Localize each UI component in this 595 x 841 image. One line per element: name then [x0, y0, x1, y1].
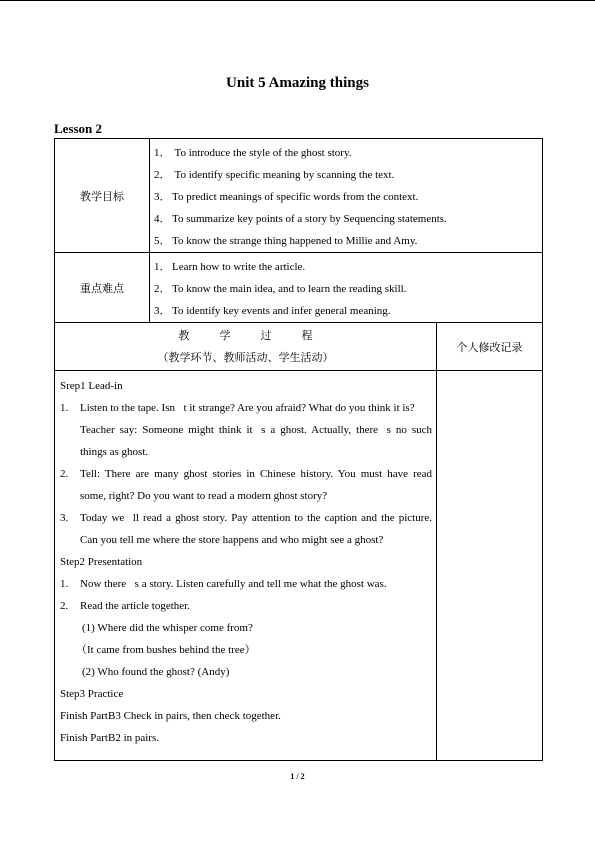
- process-header-row: [55, 323, 543, 371]
- practice-item: Finish PartB3 Check in pairs, then check together.: [60, 710, 281, 722]
- list-item: 2. Tell: There are many ghost stories in Chinese history. You must have read some, right? Do you want to read a modern ghost story?: [60, 468, 432, 502]
- key-point-item: 2． To know the main idea, and to learn the reading skill.: [154, 283, 407, 295]
- objective-item: 4． To summarize key points of a story by Sequencing statements.: [154, 213, 447, 225]
- list-item: 1. Listen to the tape. Isn t it strange? Are you afraid? What do you think it is?: [60, 402, 415, 414]
- objectives-list: [150, 139, 543, 253]
- answer: （It came from bushes behind the tree）: [76, 644, 256, 656]
- process-header: [55, 323, 437, 371]
- practice-item: Finish PartB2 in pairs.: [60, 732, 160, 744]
- objective-item: 5． To know the strange thing happened to Millie and Amy.: [154, 235, 418, 247]
- key-points-row: [55, 253, 543, 323]
- notes-cell: [437, 371, 543, 761]
- top-rule: [0, 0, 595, 1]
- process-header-subtitle: （教学环节、教师活动、学生活动）: [157, 350, 334, 364]
- step-heading: Step3 Practice: [60, 688, 124, 700]
- objectives-label: 教学目标: [55, 139, 150, 253]
- list-item: 3. Today we ll read a ghost story. Pay attention to the caption and the picture. Can you tell me where the store happens and who might see a ghost?: [60, 512, 432, 546]
- objectives-row: [55, 139, 543, 253]
- key-points-list: [150, 253, 543, 323]
- objective-item: 3． To predict meanings of specific words from the context.: [154, 191, 419, 203]
- step-heading: Srep1 Lead-in: [60, 380, 123, 392]
- page-number: 1 / 2: [290, 772, 305, 781]
- list-item: 1. Now there s a story. Listen carefully and tell me what the ghost was.: [60, 578, 387, 590]
- key-point-item: 3． To identify key events and infer general meaning.: [154, 305, 391, 317]
- list-item: 2. Read the article together.: [60, 600, 190, 612]
- notes-header: 个人修改记录: [437, 323, 543, 371]
- key-point-item: 1． Learn how to write the article.: [154, 261, 306, 273]
- objective-item: 2． To identify specific meaning by scanning the text.: [154, 169, 395, 181]
- key-points-label: 重点难点: [55, 253, 150, 323]
- document-title: Unit 5 Amazing things: [226, 75, 369, 91]
- question: (1) Where did the whisper come from?: [82, 622, 253, 634]
- list-item-continuation: Teacher say: Someone might think it s a ghost. Actually, there s no such things as ghost.: [80, 424, 432, 458]
- process-body-row: [55, 371, 543, 761]
- process-header-title: 教学过程: [178, 328, 343, 342]
- step-heading: Step2 Presentation: [60, 556, 143, 568]
- objective-item: 1． To introduce the style of the ghost story.: [154, 147, 352, 159]
- process-content: [55, 371, 437, 761]
- lesson-heading: Lesson 2: [54, 121, 103, 136]
- lesson-plan-table: [54, 138, 543, 761]
- question: (2) Who found the ghost? (Andy): [82, 666, 230, 678]
